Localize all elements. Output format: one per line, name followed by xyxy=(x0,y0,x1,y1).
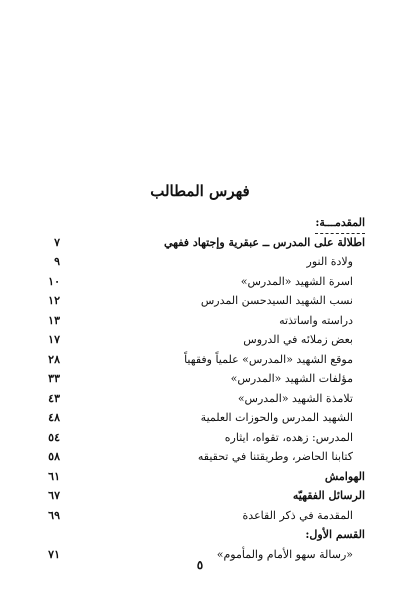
toc-entry-title: بعض زملائه في الدروس xyxy=(243,333,353,346)
toc-entry-title: المدرس: زهده، تقواه، ايثاره xyxy=(224,430,353,444)
toc-entry-page: ٧ xyxy=(54,235,60,249)
toc-entry-page: ٥٨ xyxy=(48,450,60,463)
toc-entry xyxy=(34,272,365,292)
page-number: ٥ xyxy=(196,558,204,572)
toc-entry-title: مؤلفات الشهيد «المدرس» xyxy=(230,372,353,385)
toc-entry-page: ١٣ xyxy=(48,313,60,327)
toc-entry-page: ١٠ xyxy=(48,274,60,288)
toc-entry xyxy=(34,408,365,428)
toc-entry-title: موقع الشهيد «المدرس» علمياً وفقهياً xyxy=(184,352,353,366)
toc-entry-title: ولادة النور xyxy=(306,255,353,268)
toc-entry-title: نسب الشهيد السيدحسن المدرس xyxy=(200,294,353,307)
toc-entry-title: الهوامش xyxy=(324,469,365,483)
toc-entry-title: تلامذة الشهيد «المدرس» xyxy=(237,391,353,405)
toc-entry-page: ٦١ xyxy=(48,469,60,483)
toc-entry-title: اطلالة على المدرس ــ عبقرية وإجتهاد ففهي xyxy=(163,235,365,249)
toc-entry xyxy=(34,252,365,272)
toc-entry-title: المقدمة في ذكر القاعدة xyxy=(242,508,353,522)
toc-entry-page: ١٢ xyxy=(48,294,60,307)
toc-entry-page: ٦٧ xyxy=(48,489,60,502)
toc-entry-page: ٢٨ xyxy=(48,352,60,366)
toc-entry-page: ٣٣ xyxy=(48,372,60,385)
toc-entry xyxy=(34,486,365,506)
toc-entry xyxy=(34,291,365,311)
toc-entry xyxy=(34,233,365,253)
toc-entry-page: ٩ xyxy=(54,255,60,268)
toc-entry-page: ٤٨ xyxy=(48,411,60,424)
toc-entry-title: دراسته واساتذته xyxy=(279,313,353,327)
toc-entry xyxy=(34,447,365,467)
toc-entry-page: ١٧ xyxy=(48,333,60,346)
toc-entry xyxy=(34,213,365,233)
toc-entry xyxy=(34,525,365,545)
toc-entry xyxy=(34,428,365,448)
toc-entry-page: ٥٤ xyxy=(48,430,60,444)
toc-entry-title: اسرة الشهيد «المدرس» xyxy=(240,274,353,288)
toc-entry-page: ٦٩ xyxy=(48,508,60,522)
toc-entry-title: القسم الأول: xyxy=(305,528,365,541)
toc-entry xyxy=(34,506,365,526)
toc-entry-title: الرسائل الفقهيّه xyxy=(292,489,365,502)
toc-entry-title: الشهيد المدرس والحوزات العلمية xyxy=(200,411,353,424)
toc-entry-title: «رسالة سهو الأمام والمأموم» xyxy=(216,547,353,561)
table-of-contents xyxy=(34,213,365,564)
toc-entry xyxy=(34,389,365,409)
toc-entry xyxy=(34,330,365,350)
toc-entry xyxy=(34,369,365,389)
toc-entry-page: ٧١ xyxy=(48,547,60,561)
toc-entry xyxy=(34,467,365,487)
toc-entry-title: كتابنا الحاضر، وطريقتنا في تحقيقه xyxy=(197,450,353,463)
toc-entry xyxy=(34,350,365,370)
toc-entry-title: المقدمـــة: xyxy=(315,213,365,234)
toc-entry xyxy=(34,311,365,331)
toc-entry-page: ٤٣ xyxy=(48,391,60,405)
page-title: فهرس المطالب xyxy=(150,182,250,200)
